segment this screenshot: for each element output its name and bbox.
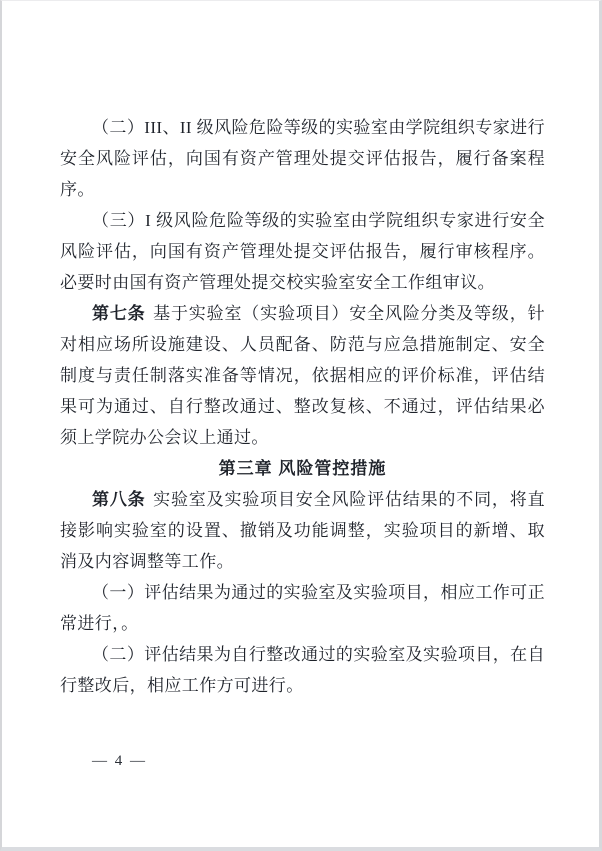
paragraph: 第八条 实验室及实验项目安全风险评估结果的不同，将直接影响实验室的设置、撤销及功能调整，实验项目的新增、取消及内容调整等工作。 (60, 490, 545, 571)
chapter-heading: 第三章 风险管控措施 (218, 459, 387, 478)
paragraph: 第七条 基于实验室（实验项目）安全风险分类及等级，针对相应场所设施建设、人员配备、防范与应急措施制定、安全制度与责任制落实准备等情况，依据相应的评价标准，评估结果可为通过、自行整改通过、整改复核、不通过，评估结果必须上学院办公会议上通过。 (60, 304, 545, 447)
page-number: — 4 — (92, 753, 147, 769)
document-body (60, 112, 545, 701)
paragraph: （一）评估结果为通过的实验室及实验项目，相应工作可正常进行，。 (60, 583, 545, 633)
paragraph: （二）III、II 级风险危险等级的实验室由学院组织专家进行安全风险评估，向国有资产管理处提交评估报告，履行备案程序。 (60, 118, 545, 199)
article-number: 第七条 (92, 304, 146, 323)
article-number: 第八条 (92, 490, 146, 509)
paragraph: （二）评估结果为自行整改通过的实验室及实验项目，在自行整改后，相应工作方可进行。 (60, 645, 545, 695)
paragraph: （三）I 级风险危险等级的实验室由学院组织专家进行安全风险评估，向国有资产管理处提交评估报告，履行审核程序。必要时由国有资产管理处提交校实验室安全工作组审议。 (60, 211, 545, 292)
